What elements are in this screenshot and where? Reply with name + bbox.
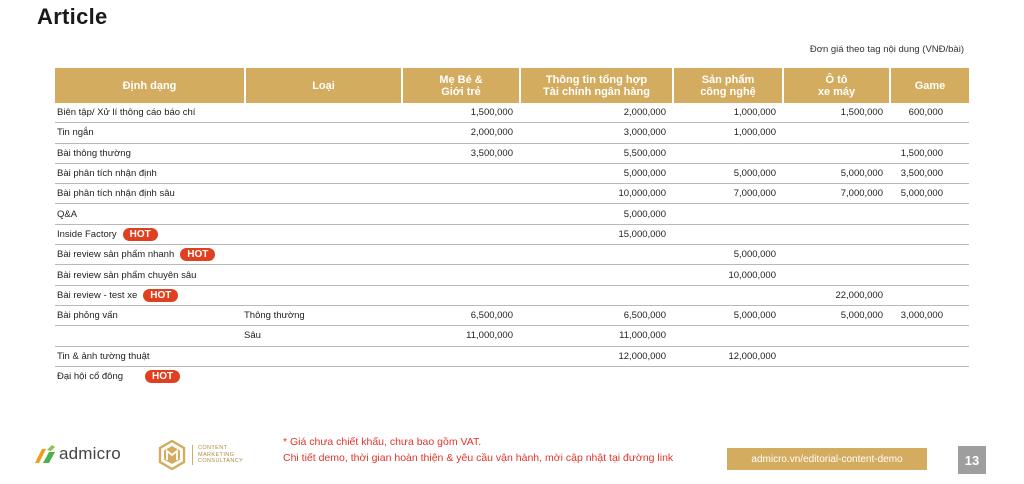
- cell-tech: [672, 326, 782, 346]
- table-row: [55, 347, 969, 367]
- cmc-logo: [157, 440, 243, 470]
- cell-finance: 2,000,000: [519, 103, 672, 123]
- row-type: [244, 103, 401, 123]
- cell-game: [889, 245, 969, 265]
- cell-mom-baby: [401, 164, 519, 184]
- row-type: [244, 367, 401, 386]
- row-format: Tin & ảnh tường thuật: [55, 347, 244, 367]
- cell-tech: 5,000,000: [672, 245, 782, 265]
- cell-auto: [782, 245, 889, 265]
- cell-mom-baby: [401, 184, 519, 204]
- header-mom-baby: Mẹ Bé & Giới trẻ: [401, 68, 519, 103]
- cell-game: 600,000: [889, 103, 969, 123]
- header-auto: Ô tô xe máy: [782, 68, 889, 103]
- hot-badge: HOT: [143, 289, 178, 302]
- header-format: Định dạng: [55, 68, 244, 103]
- row-format: Inside Factory HOT: [55, 225, 244, 245]
- page-number: 13: [958, 446, 986, 474]
- admicro-mark-icon: [34, 444, 56, 464]
- row-type: [244, 123, 401, 143]
- cell-auto: [782, 225, 889, 245]
- cell-mom-baby: 1,500,000: [401, 103, 519, 123]
- cell-finance: 5,000,000: [519, 164, 672, 184]
- row-format: Đại hội cổ đông HOT: [55, 367, 244, 386]
- cmc-wordmark: CONTENT MARKETING CONSULTANCY: [192, 445, 243, 465]
- row-format: Bài review sản phẩm chuyên sâu: [55, 265, 244, 285]
- cell-finance: [519, 265, 672, 285]
- row-type: [244, 225, 401, 245]
- cell-finance: 12,000,000: [519, 347, 672, 367]
- cell-tech: [672, 225, 782, 245]
- table-row: [55, 265, 969, 285]
- cell-game: 3,000,000: [889, 306, 969, 326]
- cell-mom-baby: [401, 225, 519, 245]
- row-type: Sâu: [244, 326, 401, 346]
- cell-tech: [672, 144, 782, 164]
- cell-mom-baby: [401, 286, 519, 306]
- cell-game: [889, 347, 969, 367]
- cell-finance: [519, 286, 672, 306]
- row-format: [55, 326, 244, 346]
- table-row: [55, 204, 969, 224]
- table-row: [55, 144, 969, 164]
- price-table: [55, 68, 969, 386]
- header-tech-products: Sản phẩm công nghệ: [672, 68, 782, 103]
- cell-game: [889, 367, 969, 386]
- row-format: Biên tập/ Xử lí thông cáo báo chí: [55, 103, 244, 123]
- cell-auto: [782, 326, 889, 346]
- cell-finance: 11,000,000: [519, 326, 672, 346]
- cell-mom-baby: [401, 245, 519, 265]
- cell-finance: 3,000,000: [519, 123, 672, 143]
- cell-auto: 5,000,000: [782, 306, 889, 326]
- price-unit-caption: Đơn giá theo tag nội dung (VNĐ/bài): [809, 44, 964, 55]
- cell-auto: [782, 123, 889, 143]
- row-format: Tin ngắn: [55, 123, 244, 143]
- table-row: [55, 225, 969, 245]
- cell-tech: [672, 286, 782, 306]
- row-format: Bài phỏng vấn: [55, 306, 244, 326]
- cell-mom-baby: 2,000,000: [401, 123, 519, 143]
- cell-game: [889, 326, 969, 346]
- header-type: Loại: [244, 68, 401, 103]
- table-row: [55, 326, 969, 346]
- row-type: [244, 347, 401, 367]
- hot-badge: HOT: [123, 228, 158, 241]
- admicro-wordmark: admicro: [59, 444, 121, 463]
- table-row: [55, 367, 969, 386]
- row-format: Bài phân tích nhận định sâu: [55, 184, 244, 204]
- table-row: [55, 123, 969, 143]
- row-type: [244, 245, 401, 265]
- row-type: [244, 164, 401, 184]
- cell-auto: 1,500,000: [782, 103, 889, 123]
- cell-finance: [519, 245, 672, 265]
- page-title: Article: [37, 4, 108, 29]
- cell-tech: 1,000,000: [672, 123, 782, 143]
- cell-tech: [672, 204, 782, 224]
- cell-tech: 12,000,000: [672, 347, 782, 367]
- cell-game: [889, 286, 969, 306]
- hot-badge: HOT: [180, 248, 215, 261]
- cell-game: [889, 265, 969, 285]
- cell-mom-baby: 6,500,000: [401, 306, 519, 326]
- row-type: Thông thường: [244, 306, 401, 326]
- row-type: [244, 184, 401, 204]
- table-row: [55, 103, 969, 123]
- hot-badge: HOT: [145, 370, 180, 383]
- cell-tech: 10,000,000: [672, 265, 782, 285]
- table-row: [55, 184, 969, 204]
- cell-finance: 15,000,000: [519, 225, 672, 245]
- row-type: [244, 286, 401, 306]
- footnote-demo: Chi tiết demo, thời gian hoàn thiện & yêu cầu vận hành, mời cập nhật tại đường link: [283, 452, 674, 464]
- cell-tech: 1,000,000: [672, 103, 782, 123]
- cell-game: 5,000,000: [889, 184, 969, 204]
- row-type: [244, 265, 401, 285]
- cell-tech: 5,000,000: [672, 164, 782, 184]
- row-format: Bài phân tích nhận định: [55, 164, 244, 184]
- cell-tech: 5,000,000: [672, 306, 782, 326]
- header-finance: Thông tin tổng hợp Tài chính ngân hàng: [519, 68, 672, 103]
- table-row: [55, 286, 969, 306]
- cell-auto: [782, 367, 889, 386]
- cell-game: 1,500,000: [889, 144, 969, 164]
- cell-mom-baby: 11,000,000: [401, 326, 519, 346]
- table-row: [55, 245, 969, 265]
- row-format: Bài thông thường: [55, 144, 244, 164]
- cell-auto: 5,000,000: [782, 164, 889, 184]
- cell-tech: [672, 367, 782, 386]
- cell-auto: [782, 144, 889, 164]
- row-format: Bài review - test xe HOT: [55, 286, 244, 306]
- cell-finance: [519, 367, 672, 386]
- cell-auto: [782, 347, 889, 367]
- row-type: [244, 204, 401, 224]
- cell-finance: 6,500,000: [519, 306, 672, 326]
- cell-mom-baby: [401, 347, 519, 367]
- cell-finance: 5,500,000: [519, 144, 672, 164]
- footnote: [283, 434, 673, 466]
- cell-mom-baby: [401, 265, 519, 285]
- cell-auto: [782, 265, 889, 285]
- header-game: Game: [889, 68, 969, 103]
- footnote-vat: * Giá chưa chiết khấu, chưa bao gồm VAT.: [283, 436, 482, 448]
- demo-link-button[interactable]: admicro.vn/editorial-content-demo: [727, 448, 927, 470]
- cell-game: [889, 225, 969, 245]
- table-row: [55, 164, 969, 184]
- cell-finance: 5,000,000: [519, 204, 672, 224]
- table-header-row: [55, 68, 969, 103]
- cell-game: [889, 123, 969, 143]
- cell-mom-baby: 3,500,000: [401, 144, 519, 164]
- table-row: [55, 306, 969, 326]
- row-format: Bài review sản phẩm nhanh HOT: [55, 245, 244, 265]
- cell-auto: 22,000,000: [782, 286, 889, 306]
- cell-tech: 7,000,000: [672, 184, 782, 204]
- cmc-hexagon-icon: [157, 440, 187, 470]
- row-format: Q&A: [55, 204, 244, 224]
- admicro-logo: [34, 444, 121, 464]
- cell-auto: 7,000,000: [782, 184, 889, 204]
- cell-mom-baby: [401, 367, 519, 386]
- cell-finance: 10,000,000: [519, 184, 672, 204]
- cell-game: [889, 204, 969, 224]
- cell-mom-baby: [401, 204, 519, 224]
- cell-game: 3,500,000: [889, 164, 969, 184]
- row-type: [244, 144, 401, 164]
- cell-auto: [782, 204, 889, 224]
